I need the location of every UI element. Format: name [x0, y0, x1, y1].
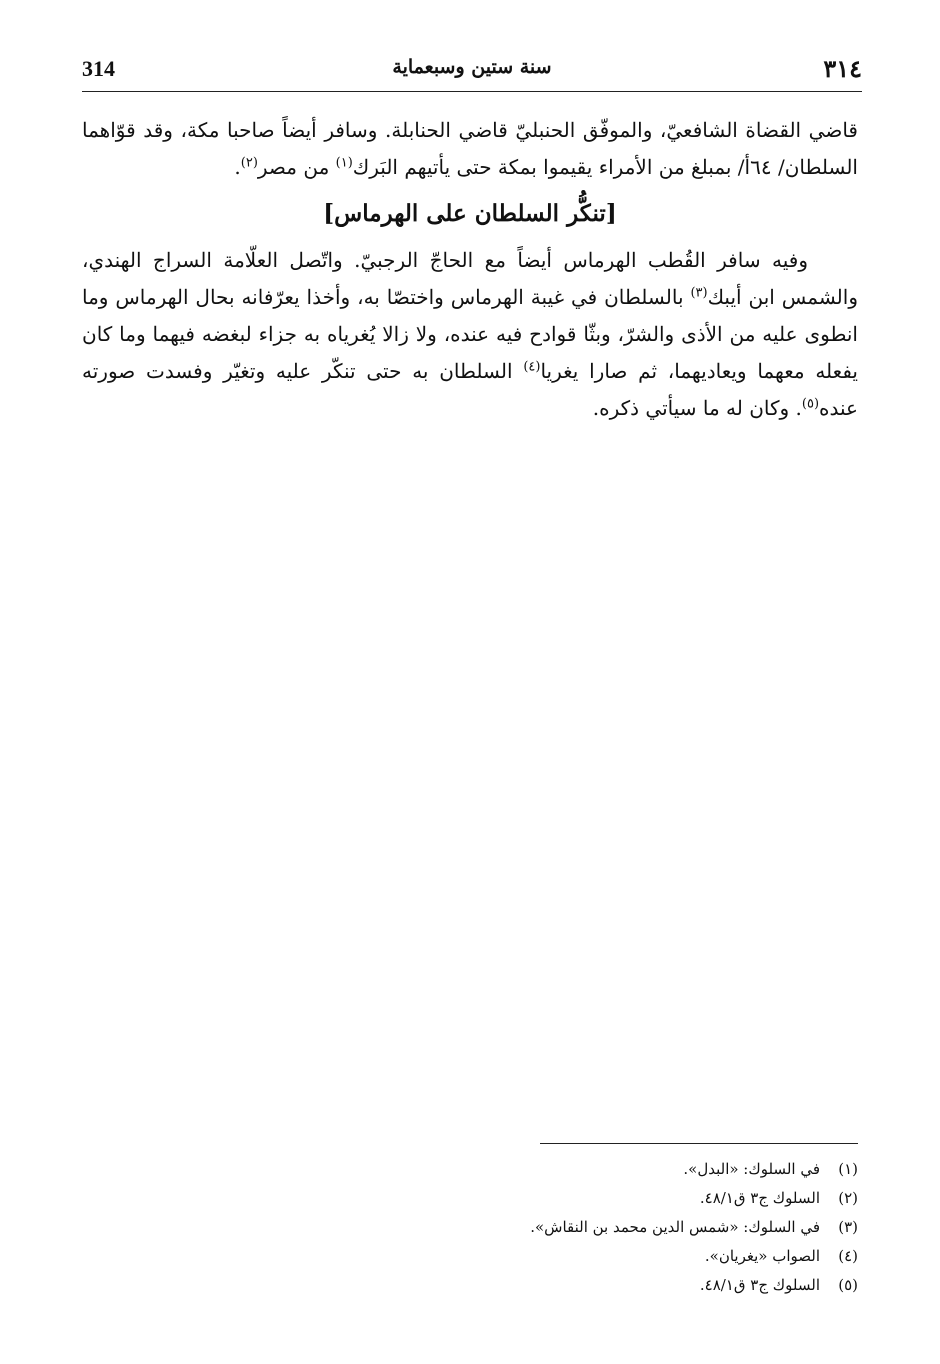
p2-text-4: . وكان له ما سيأتي ذكره. [592, 396, 802, 420]
page-number-arabic: ٣١٤ [823, 54, 862, 83]
footnote [82, 1184, 858, 1213]
footnote-ref-2: (٢) [240, 155, 258, 171]
footnote-text: السلوك ج٣ ق٤٨/١. [699, 1276, 820, 1294]
paragraph-2 [82, 242, 858, 427]
footnote-ref-3: (٣) [690, 285, 708, 301]
footnote [82, 1155, 858, 1184]
page-header [82, 56, 862, 90]
footnote-text: السلوك ج٣ ق٤٨/١. [699, 1189, 820, 1207]
p1-text-2: من مصر [257, 155, 336, 179]
paragraph-1 [82, 112, 858, 186]
page-number-latin: 314 [82, 56, 115, 81]
section-heading: [تنكُّر السلطان على الهرماس] [323, 200, 617, 227]
footnote-number: (٤) [838, 1247, 858, 1265]
header-rule [82, 91, 862, 92]
footnote-ref-1: (١) [335, 155, 353, 171]
footnote-number: (١) [838, 1160, 858, 1178]
footnote [82, 1213, 858, 1242]
footnote-ref-4: (٤) [523, 359, 541, 375]
footnote-number: (٥) [838, 1276, 858, 1294]
footnote-text: في السلوك: «البدل». [683, 1160, 820, 1178]
p1-text-1: قاضي القضاة الشافعيّ، والموفّق الحنبليّ قاضي الحنابلة. وسافر أيضاً صاحبا مكة، وقد قوّاهما السلطان/ ٦٤أ/ بمبلغ من الأمراء يقيموا بمكة حتى يأتيهم البَرك [82, 118, 858, 179]
footnote-text: الصواب «يغريان». [704, 1247, 820, 1265]
p2-text-3: السلطان به حتى تنكّر عليه وتغيّر وفسدت صورته عنده [82, 359, 858, 420]
footnote-text: في السلوك: «شمس الدين محمد بن النقاش». [530, 1218, 820, 1236]
footnote-rule [540, 1143, 858, 1144]
p1-text-3: . [234, 155, 241, 179]
p2-text-2: بالسلطان في غيبة الهرماس واختصّا به، وأخذا يعرّفانه بحال الهرماس وما انطوى عليه من الأذى والشرّ، وبثّا قوادح فيه عنده، ولا زالا يُغرياه به جزاء لبغضه فيهما وما كان يفعله معهما ويعاديهما، ثم صارا يغريا [82, 285, 859, 383]
footnote [82, 1242, 858, 1271]
footnote-number: (٣) [838, 1218, 858, 1236]
main-text [82, 112, 858, 427]
running-title: سنة ستين وسبعماية [392, 56, 552, 78]
footnote-ref-5: (٥) [801, 396, 820, 412]
footnote [82, 1271, 858, 1300]
p2-text-1: وفيه سافر القُطب الهرماس أيضاً مع الحاجّ الرجبيّ. واتّصل العلّامة السراج الهندي، والشمس ابن أيبك [82, 248, 858, 309]
footnotes [82, 1155, 858, 1300]
footnote-number: (٢) [838, 1189, 858, 1207]
